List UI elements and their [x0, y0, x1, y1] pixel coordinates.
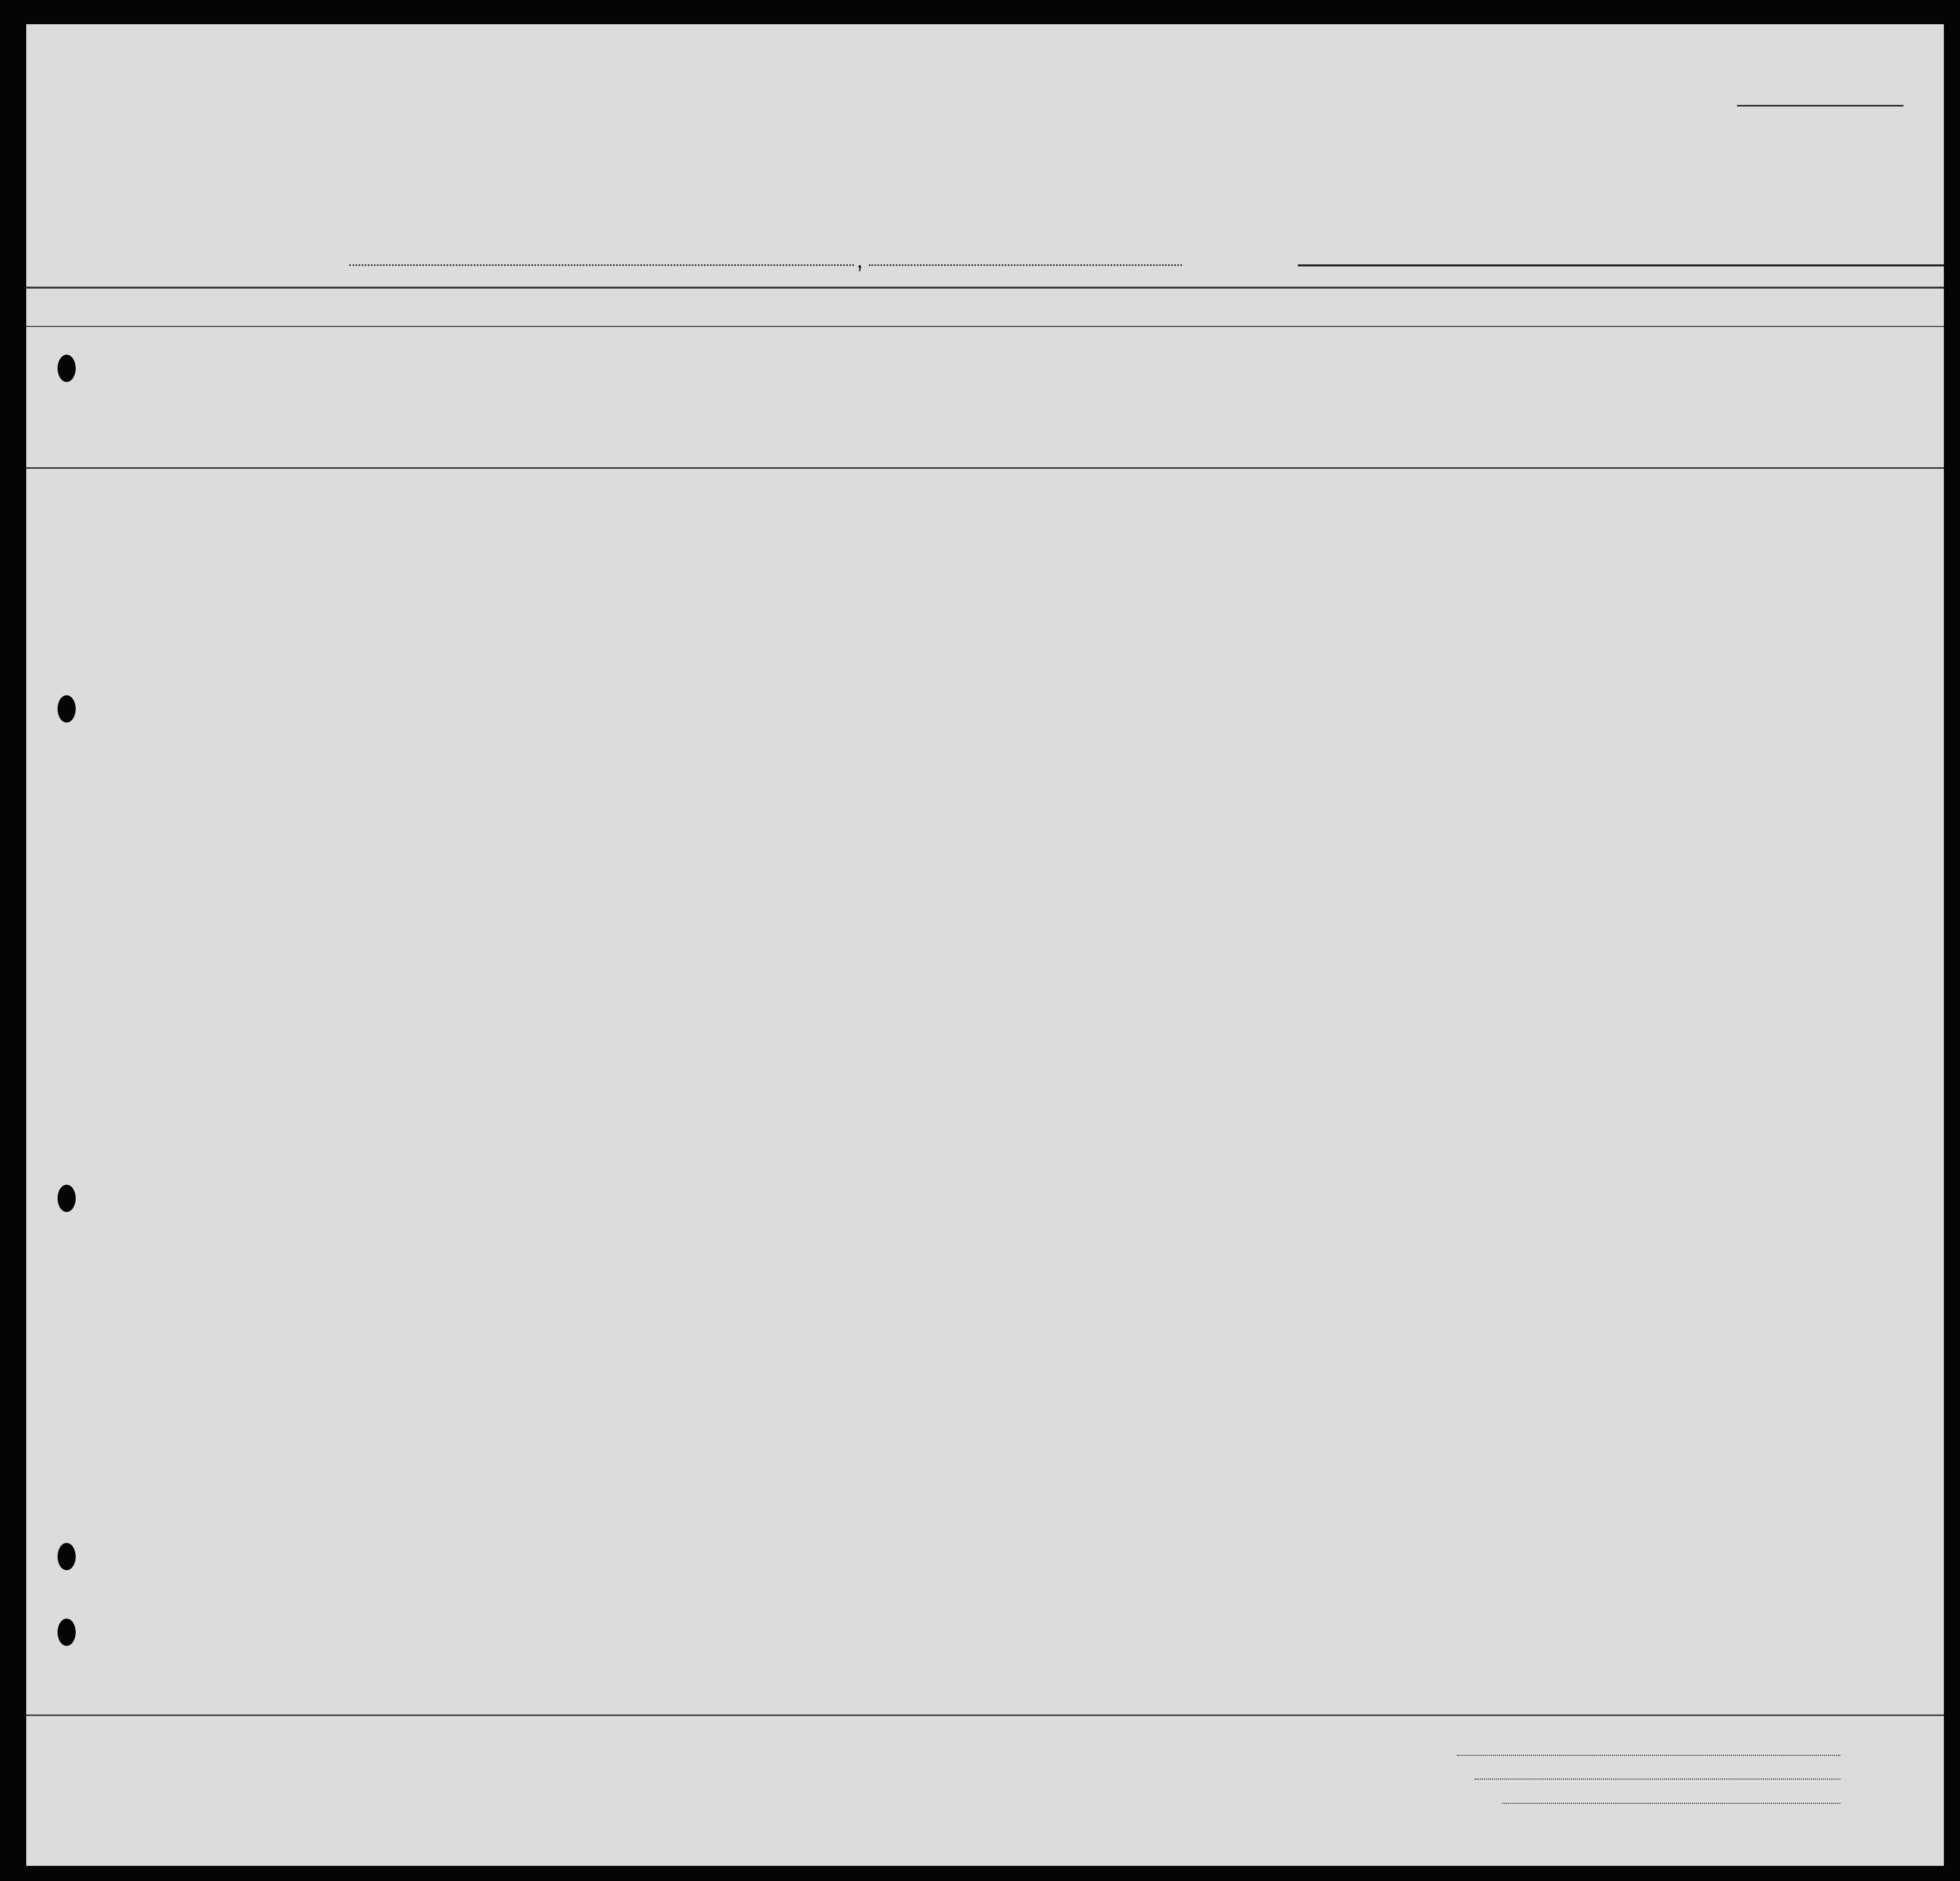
punch-hole [58, 355, 76, 382]
punch-hole [58, 695, 76, 723]
punch-hole [58, 1185, 76, 1212]
punch-hole [58, 1619, 76, 1646]
punch-hole [58, 1543, 76, 1570]
manifest-sheet [26, 24, 1944, 1866]
comma: , [856, 247, 863, 273]
